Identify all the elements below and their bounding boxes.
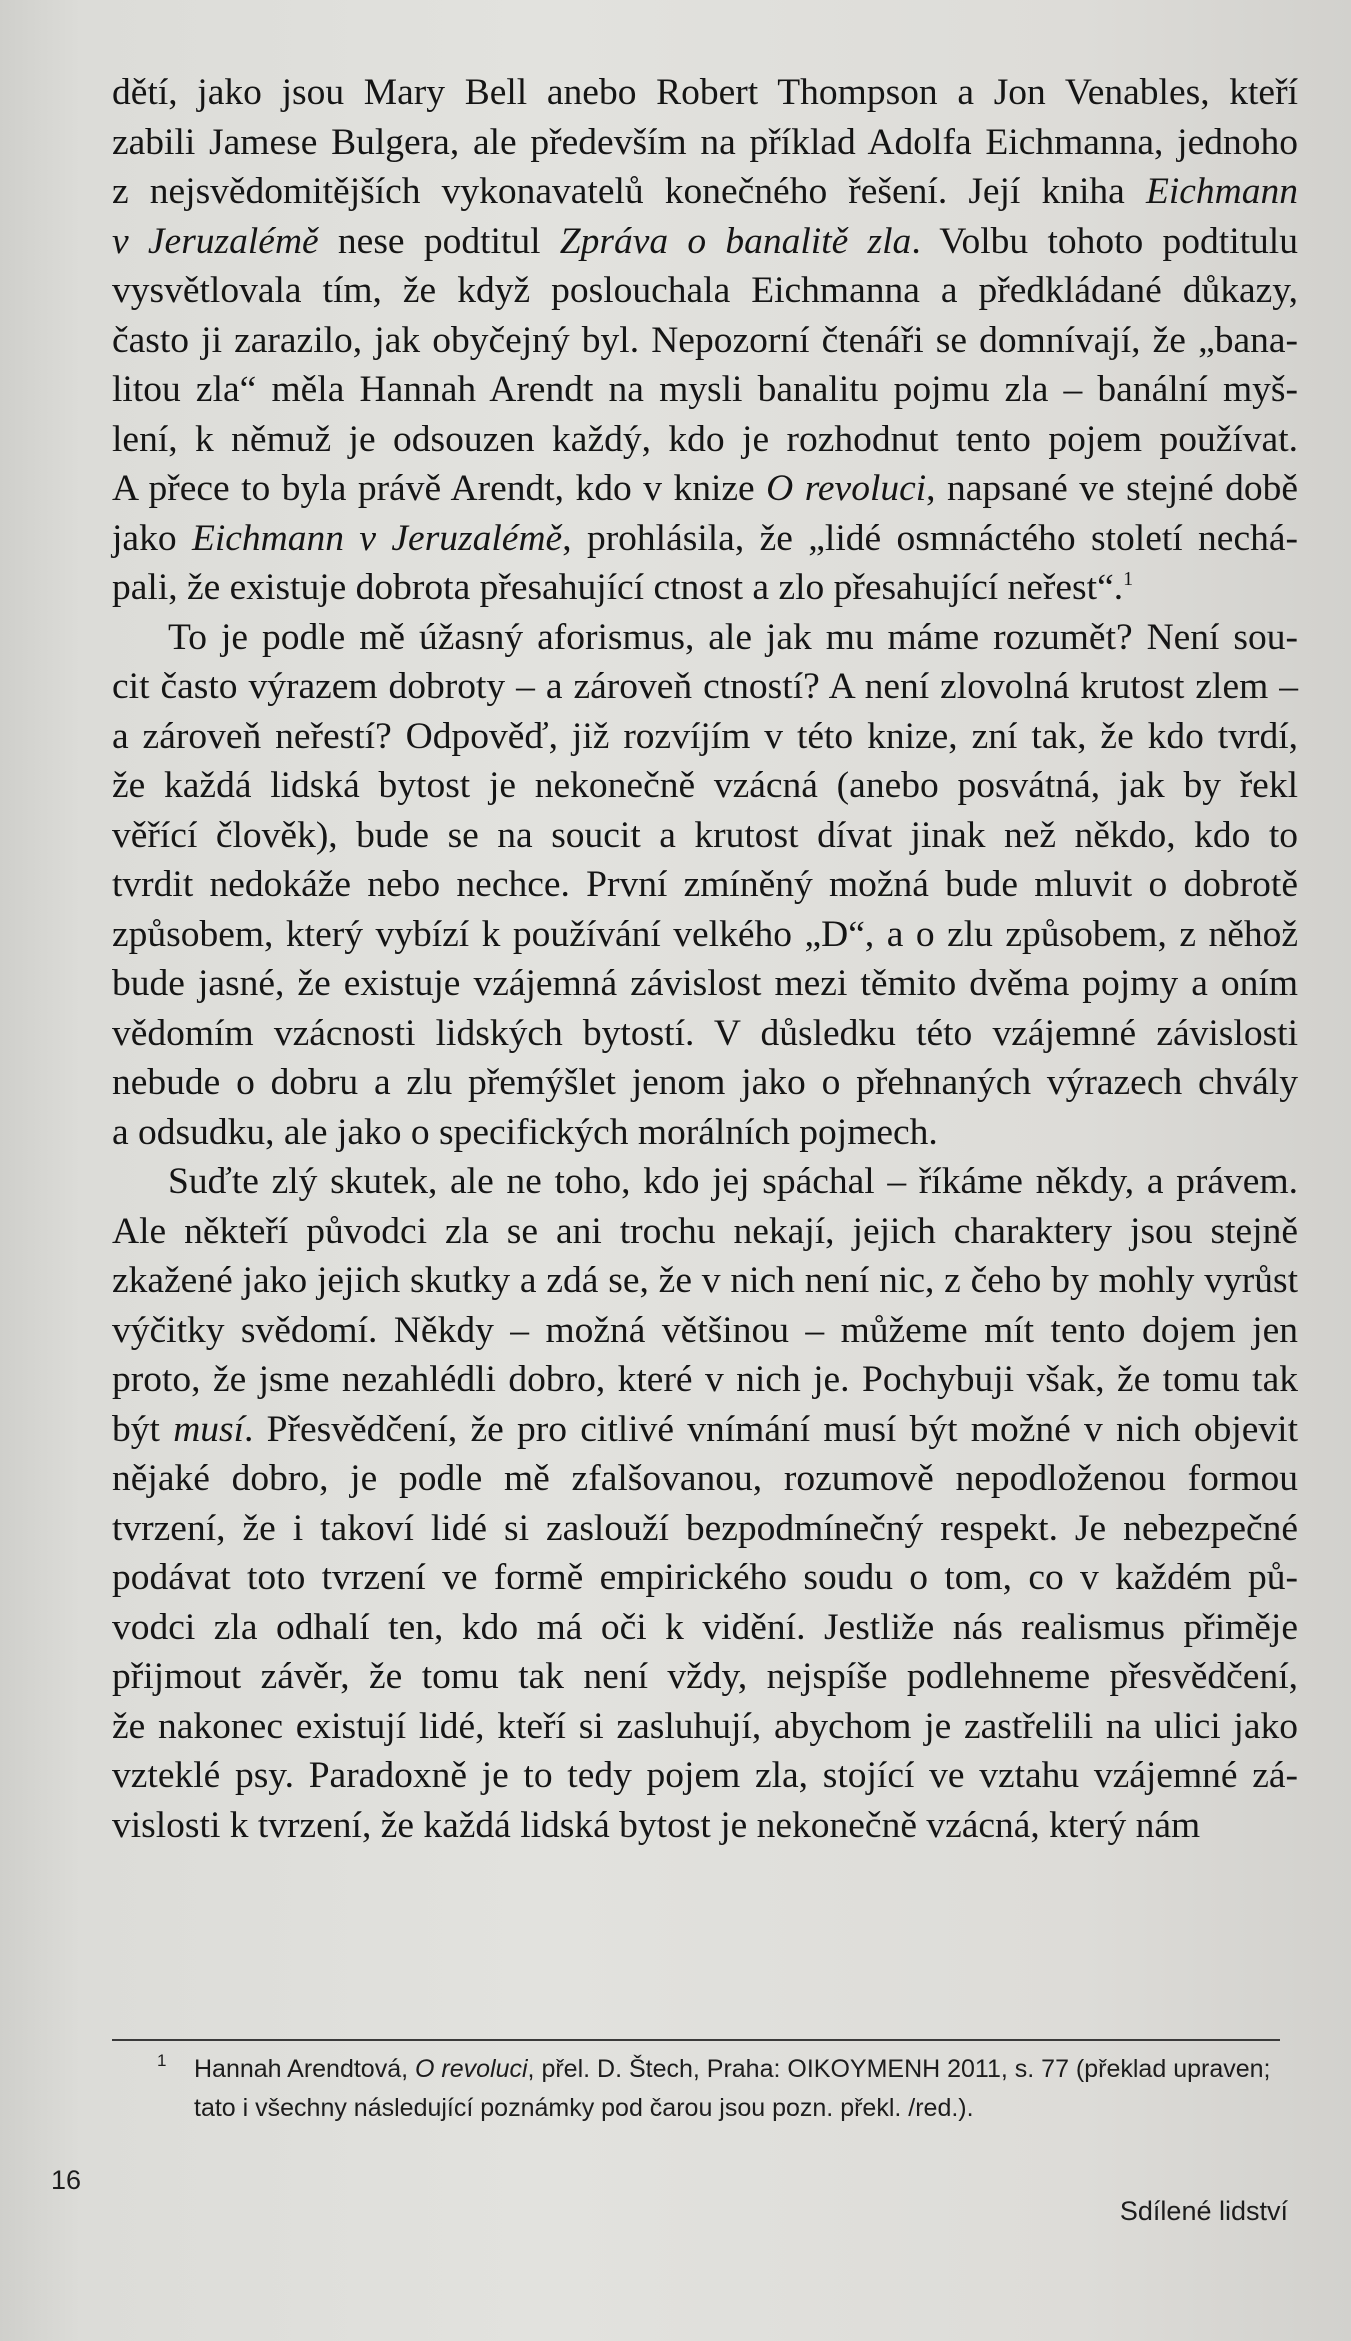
text-line <box>112 266 1298 316</box>
text-run: tvrdit nedokáže nebo nechce. První zmíněný možná bude mluvit o dobrotě <box>112 864 1298 905</box>
text-run: zabili Jamese Bulgera, ale především na příklad Adolfa Eichmanna, jednoho <box>112 121 1298 163</box>
text-line <box>112 68 1298 118</box>
text-run: vodci zla odhalí ten, kdo má oči k vidění. Jestliže nás realismus přiměje <box>112 1606 1298 1648</box>
text-line <box>112 662 1298 712</box>
italic-text: Eichmann v Jeruzalémě <box>191 517 563 559</box>
text-run: vzteklé psy. Paradoxně je to tedy pojem zla, stojící ve vztahu vzájemné zá- <box>112 1755 1298 1796</box>
text-run: že nakonec existují lidé, kteří si zasluhují, abychom je zastřelili na ulici jako <box>112 1705 1298 1747</box>
text-line <box>112 1157 1298 1207</box>
text-line <box>112 1207 1298 1257</box>
text-line <box>112 712 1298 762</box>
italic-text: Zpráva o banalitě zla <box>559 220 912 262</box>
text-run: . Přesvědčení, že pro citlivé vnímání musí být možné v nich objevit <box>244 1408 1298 1450</box>
footnote-reference: 1 <box>1123 568 1134 590</box>
text-line <box>112 1306 1298 1356</box>
footnote <box>112 2050 1292 2128</box>
text-run: , napsané ve stejné době <box>926 468 1298 509</box>
text-run: dětí, jako jsou Mary Bell anebo Robert Thompson a Jon Venables, kteří <box>112 72 1298 113</box>
text-line <box>112 1553 1298 1603</box>
text-run: vědomím vzácnosti lidských bytostí. V důsledku této vzájemné závislosti <box>112 1012 1298 1054</box>
text-run: Suďte zlý skutek, ale ne toho, kdo jej spáchal – říkáme někdy, a právem. <box>168 1161 1298 1202</box>
text-run: lení, k němuž je odsouzen každý, kdo je rozhodnut tento pojem používat. <box>112 418 1298 460</box>
text-line <box>112 1405 1298 1455</box>
text-line <box>112 1801 1298 1851</box>
text-run: tato i všechny následující poznámky pod čarou jsou pozn. překl. /red.). <box>194 2094 974 2122</box>
footnote-separator <box>112 2039 1280 2041</box>
text-line <box>112 1652 1298 1702</box>
text-line <box>112 910 1298 960</box>
text-line <box>112 1603 1298 1653</box>
text-line <box>112 167 1298 217</box>
text-run: být <box>112 1408 174 1450</box>
text-run: z nejsvědomitějších vykonavatelů konečného řešení. Její kniha <box>112 171 1146 212</box>
body-text <box>112 68 1298 1850</box>
text-line <box>112 1256 1298 1306</box>
text-line <box>112 1009 1298 1059</box>
text-run: výčitky svědomí. Někdy – možná většinou – můžeme mít tento dojem jen <box>112 1309 1298 1351</box>
text-run: jako <box>112 517 192 559</box>
text-run: že každá lidská bytost je nekonečně vzácná (anebo posvátná, jak by řekl <box>112 765 1298 806</box>
italic-text: v Jeruzalémě <box>112 220 319 262</box>
text-run: přijmout závěr, že tomu tak není vždy, nejspíše podlehneme přesvědčení, <box>112 1656 1298 1697</box>
text-line <box>112 860 1298 910</box>
text-run: zkažené jako jejich skutky a zdá se, že v nich není nic, z čeho by mohly vyrůst <box>112 1260 1298 1301</box>
text-line <box>112 563 1298 613</box>
text-run: způsobem, který vybízí k používání velkého „D“, a o zlu způsobem, z něhož <box>112 913 1298 955</box>
italic-text: Eichmann <box>1145 171 1298 212</box>
text-line <box>112 118 1298 168</box>
text-run: a zároveň neřestí? Odpověď, již rozvíjím v této knize, zní tak, že kdo tvrdí, <box>112 715 1298 757</box>
text-run: cit často výrazem dobroty – a zároveň ctností? A není zlovolná krutost zlem – <box>112 666 1298 707</box>
text-line <box>112 959 1298 1009</box>
paragraph <box>112 613 1298 1158</box>
text-line <box>112 1504 1298 1554</box>
text-run: pali, že existuje dobrota přesahující ctnost a zlo přesahující neřest“. <box>112 567 1124 608</box>
footnote-line <box>112 2050 1292 2089</box>
text-run: vysvětlovala tím, že když poslouchala Eichmanna a předkládané důkazy, <box>112 270 1298 311</box>
text-run: litou zla“ měla Hannah Arendt na mysli banalitu pojmu zla – banální myš- <box>112 369 1298 410</box>
text-line <box>112 1454 1298 1504</box>
text-run: Ale někteří původci zla se ani trochu nekají, jejich charaktery jsou stejně <box>112 1210 1298 1252</box>
running-title: Sdílené lidství <box>1119 2196 1288 2226</box>
text-line <box>112 415 1298 465</box>
paragraph <box>112 1157 1298 1850</box>
text-run: vislosti k tvrzení, že každá lidská bytost je nekonečně vzácná, který nám <box>112 1804 1201 1846</box>
text-line <box>112 811 1298 861</box>
text-run: nebude o dobru a zlu přemýšlet jenom jako o přehnaných výrazech chvály <box>112 1062 1298 1103</box>
text-line <box>112 1058 1298 1108</box>
footnote-mark: 1 <box>157 2051 167 2070</box>
text-run: bude jasné, že existuje vzájemná závislost mezi těmito dvěma pojmy a oním <box>112 963 1298 1004</box>
text-line <box>112 761 1298 811</box>
text-run: a odsudku, ale jako o specifických morálních pojmech. <box>112 1111 938 1153</box>
text-line <box>112 1355 1298 1405</box>
text-line <box>112 1702 1298 1752</box>
text-line <box>112 217 1298 267</box>
text-run: věřící člověk), bude se na soucit a krutost dívat jinak než někdo, kdo to <box>112 814 1298 856</box>
text-run: , přel. D. Štech, Praha: OIKOYMENH 2011, s. 77 (překlad upraven; <box>527 2055 1271 2083</box>
text-run: proto, že jsme nezahlédli dobro, které v nich je. Pochybuji však, že tomu tak <box>112 1359 1298 1400</box>
text-line <box>112 613 1298 663</box>
text-run: , prohlásila, že „lidé osmnáctého století nechá- <box>562 517 1298 559</box>
text-run: Hannah Arendtová, <box>194 2055 415 2083</box>
text-line <box>112 1108 1298 1158</box>
italic-text: O revoluci <box>415 2055 528 2083</box>
italic-text: musí <box>173 1408 245 1450</box>
text-run: nějaké dobro, je podle mě zfalšovanou, rozumově nepodloženou formou <box>112 1458 1298 1499</box>
text-line <box>112 514 1298 564</box>
footnote-line <box>112 2089 1292 2128</box>
text-run: nese podtitul <box>318 220 560 262</box>
text-line <box>112 464 1298 514</box>
paragraph <box>112 68 1298 613</box>
text-run: často ji zarazilo, jak obyčejný byl. Nepozorní čtenáři se domnívají, že „bana- <box>112 319 1298 361</box>
text-run: tvrzení, že i takoví lidé si zaslouží bezpodmínečný respekt. Je nebezpečné <box>112 1507 1298 1549</box>
text-line <box>112 365 1298 415</box>
text-line <box>112 316 1298 366</box>
page-number: 16 <box>51 2165 82 2195</box>
italic-text: O revoluci <box>766 468 927 509</box>
text-run: A přece to byla právě Arendt, kdo v knize <box>112 468 767 509</box>
text-run: podávat toto tvrzení ve formě empirického soudu o tom, co v každém pů- <box>112 1557 1298 1598</box>
text-run: To je podle mě úžasný aforismus, ale jak mu máme rozumět? Není sou- <box>168 616 1298 658</box>
text-line <box>112 1751 1298 1801</box>
text-run: . Volbu tohoto podtitulu <box>911 220 1298 262</box>
